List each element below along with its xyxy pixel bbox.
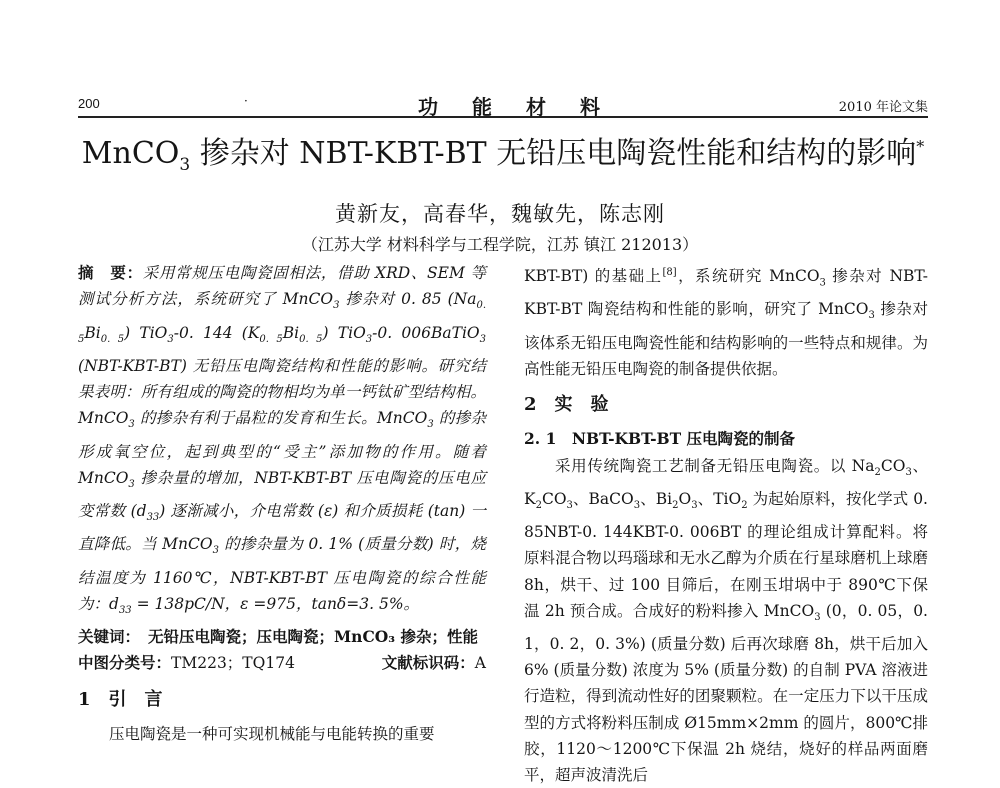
classification-line	[78, 650, 486, 676]
abstract: 摘 要：采用常规压电陶瓷固相法，借助 XRD、SEM 等测试分析方法，系统研究了 MnCO$_3$ 掺杂对 0. 85 $(Na_{0. 5}Bi_{0. 5})$ TiO$_3$-0. 144 $(K_{0. 5}Bi_{0. 5})$ TiO$_3$-0. 006BaTiO$_3$ (NBT-KBT-BT) 无铅压电陶瓷结构和性能的影响。研究结果表明：所有组成的陶瓷的物相均为单一钙钛矿型结构相。MnCO$_3$ 的掺杂有利于晶粒的发育和生长。MnCO$_3$ 的掺杂形成氧空位，起到典型的“受主”添加物的作用。随着 MnCO$_3$ 掺杂量的增加，NBT-KBT-BT 压电陶瓷的压电应变常数 $(d_{33})$ 逐渐减小，介电常数 (ε) 和介质损耗 (tan) 一直降低。当 MnCO$_3$ 的掺杂量为 0. 1% (质量分数) 时，烧结温度为 1160℃，NBT-KBT-BT 压电陶瓷的综合性能为：$d_{33} = 138pC/N$，ε =975，tanδ=3. 5%。	[78, 263, 487, 616]
section-1-text: 压电陶瓷是一种可实现机械能与电能转换的重要	[109, 724, 435, 743]
running-header	[78, 94, 928, 119]
header-rule	[78, 116, 928, 118]
header-dot: ·	[244, 94, 248, 108]
keywords-value: 无铅压电陶瓷；压电陶瓷；MnCO₃ 掺杂；性能	[148, 627, 478, 647]
doc-code-value: A	[474, 654, 486, 673]
intro-continuation: KBT-BT) 的基础上[8]，系统研究 MnCO$_3$ 掺杂对 NBT-KBT-BT 陶瓷结构和性能的影响，研究了 MnCO$_3$ 掺杂对该体系无铅压电陶瓷性能和结构影响的一些特点和规律。为高性能无铅压电陶瓷的制备提供依据。	[524, 267, 928, 378]
clc-label: 中图分类号：	[78, 653, 172, 673]
issue-label: 2010 年论文集	[838, 100, 928, 115]
section-1-heading: 1 引 言	[78, 688, 163, 710]
clc-value: TM223；TQ174	[171, 654, 295, 673]
paper-title: MnCO$_3$ 掺杂对 NBT-KBT-BT 无铅压电陶瓷性能和结构的影响*	[81, 136, 925, 175]
affiliation: （江苏大学 材料科学与工程学院，江苏 镇江 212013）	[301, 235, 699, 254]
keywords	[78, 624, 486, 650]
section-2-heading: 2 实 验	[524, 394, 609, 416]
page-number: 200	[78, 96, 100, 111]
subsection-2-1-heading: 2. 1 NBT-KBT-BT 压电陶瓷的制备	[524, 429, 796, 449]
left-column	[78, 260, 486, 747]
journal-name: 功能材料	[418, 95, 634, 119]
abstract-label: 摘 要：	[78, 263, 143, 282]
preparation-text: 采用传统陶瓷工艺制备无铅压电陶瓷。以 $Na_2CO_3$、$K_2CO_3$、BaCO$_3$、$Bi_2O_3$、TiO$_2$ 为起始原料，按化学式 0. 85NBT-0. 144KBT-0. 006BT 的理论组成计算配料。将原料混合物以玛瑙球和无水乙醇为介质在行星球磨机上球磨 8h，烘干、过 100 目筛后，在刚玉坩埚中于 890℃下保温 2h 预合成。合成好的粉料掺入 MnCO$_3$ (0，0. 05，0. 1，0. 2，0. 3%) (质量分数) 后再次球磨 8h，烘干后加入 6% (质量分数) 浓度为 5% (质量分数) 的自制 PVA 溶液进行造粒，得到流动性好的团聚颗粒。在一定压力下以干压成型的方式将粉料压制成 Ø15mm×2mm 的圆片，800℃排胶，1120～1200℃下保温 2h 烧结，烧好的样品两面磨平，超声波清洗后	[524, 456, 928, 785]
keywords-label: 关键词：	[78, 627, 141, 647]
right-column	[524, 260, 928, 788]
doc-code-label: 文献标识码：	[381, 653, 475, 673]
authors: 黄新友，高春华，魏敏先，陈志刚	[335, 202, 665, 226]
